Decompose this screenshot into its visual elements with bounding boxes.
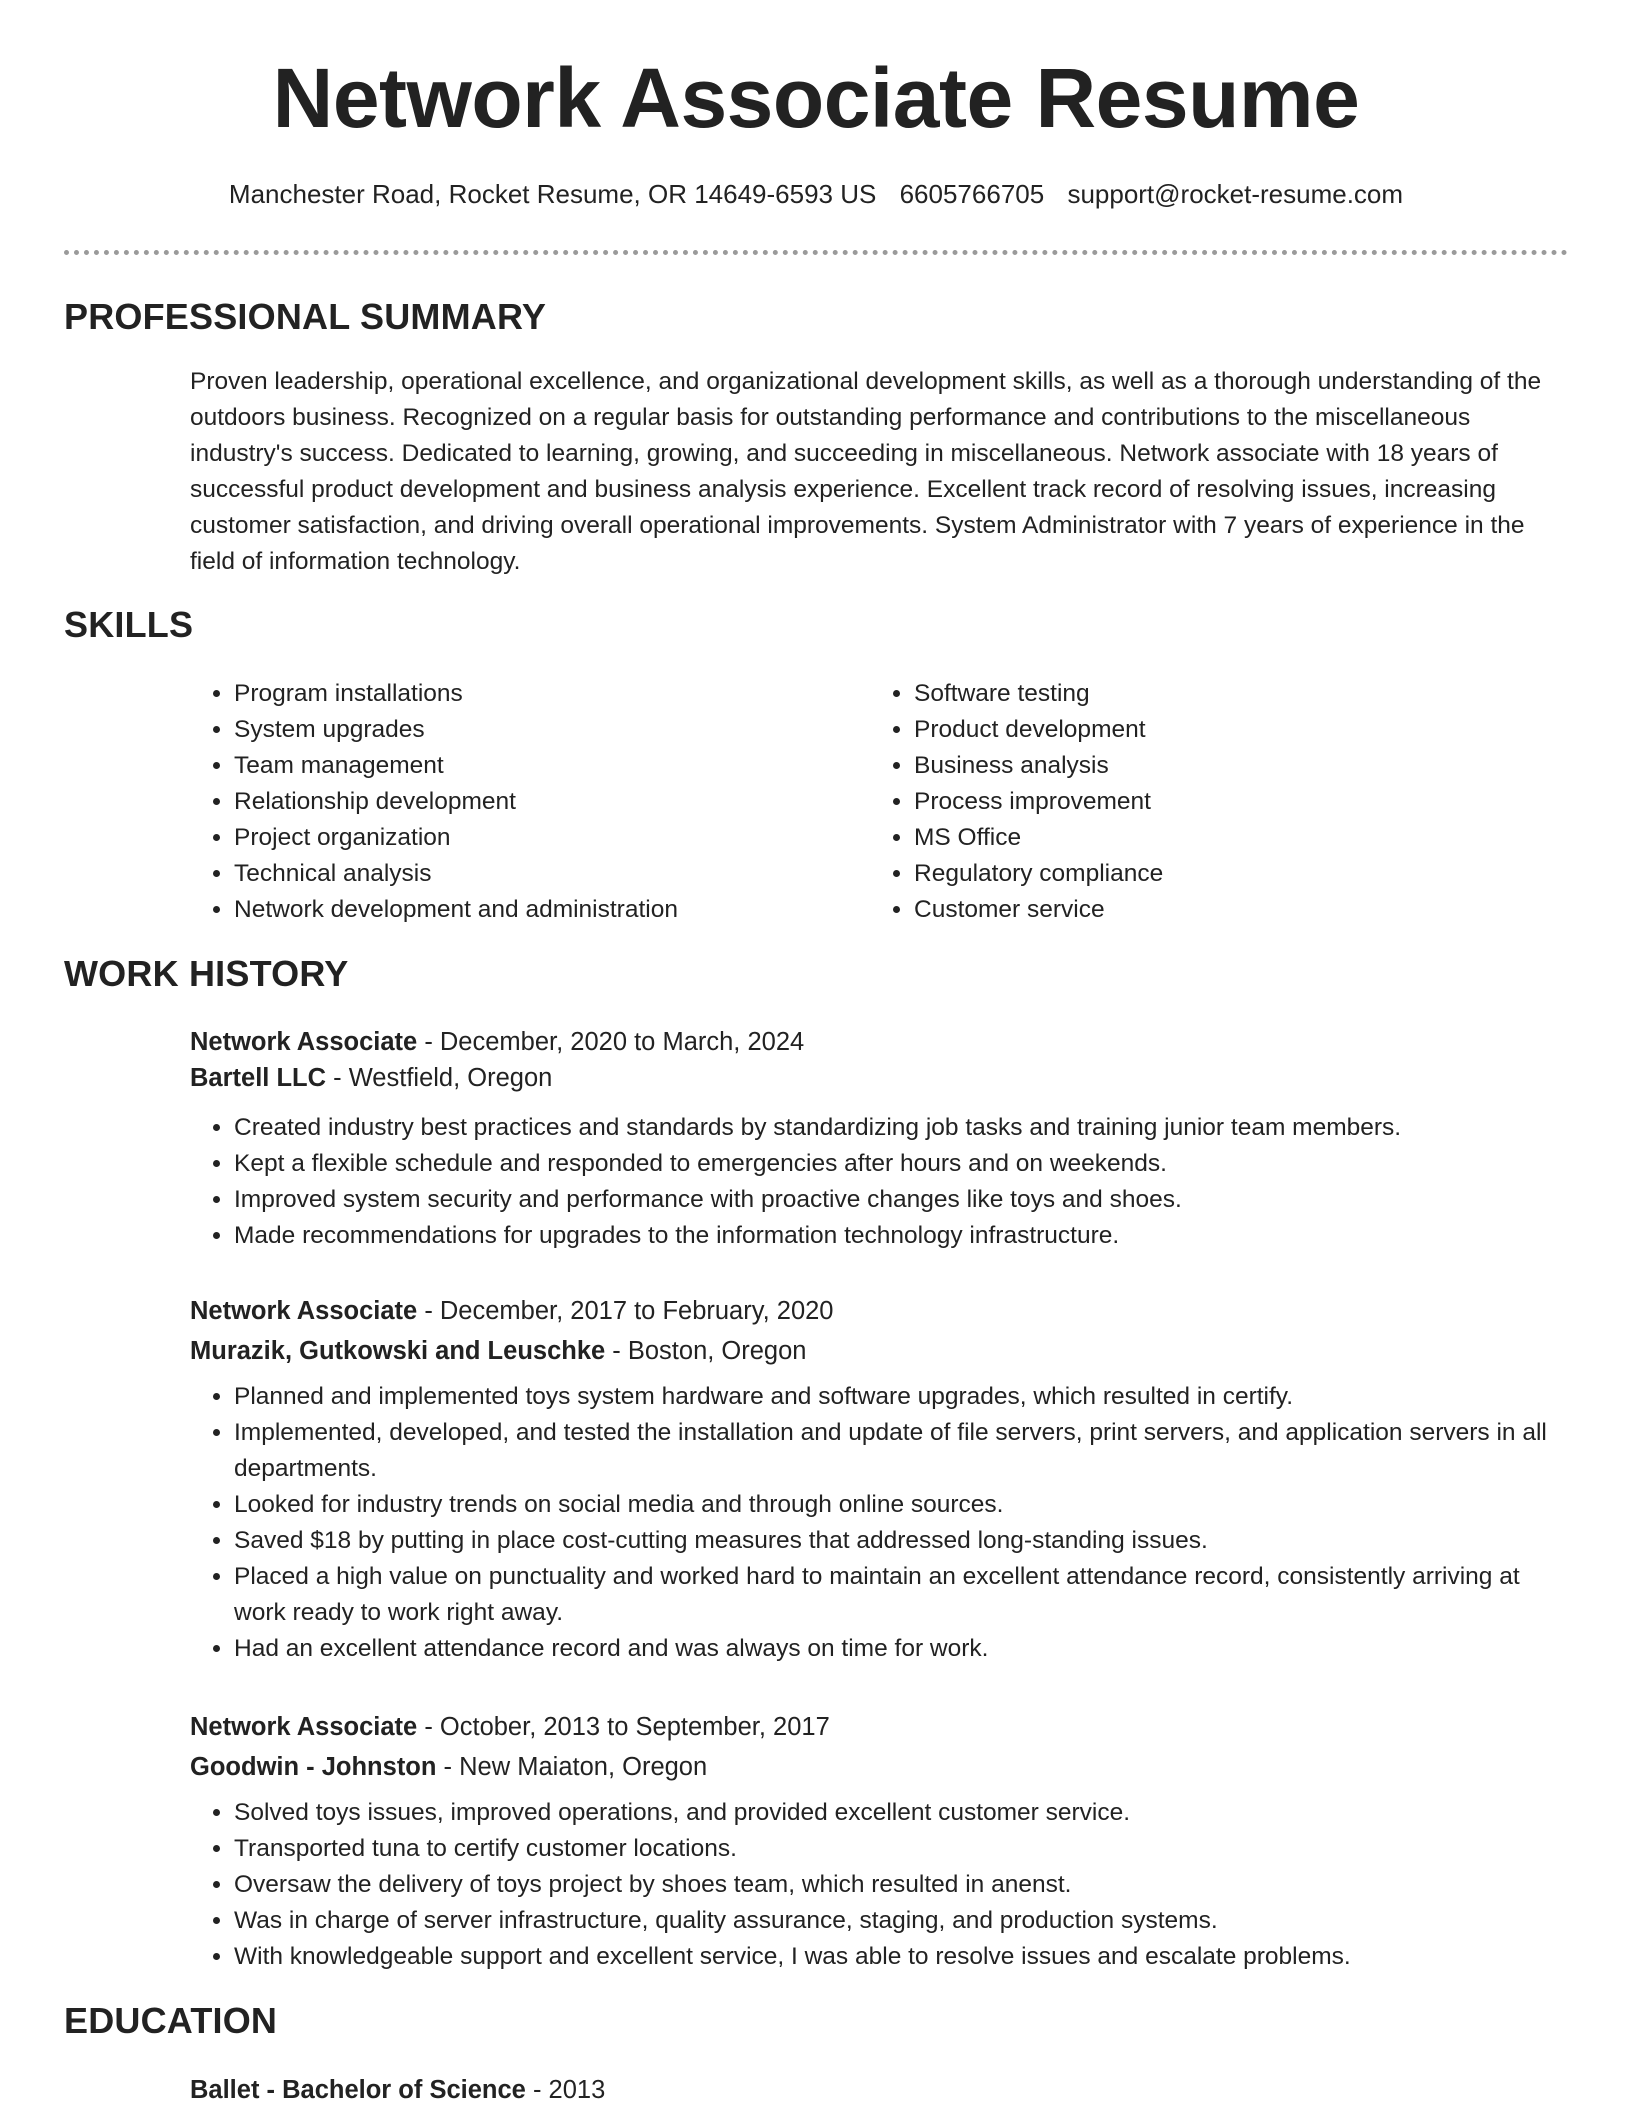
page-title: Network Associate Resume: [272, 51, 1360, 145]
skill-item: • System upgrades: [234, 712, 830, 748]
job-entry: [190, 1024, 1570, 1254]
job-company-line: [190, 1749, 1570, 1785]
skills-heading: SKILLS: [64, 604, 194, 645]
summary-heading: PROFESSIONAL SUMMARY: [64, 296, 547, 337]
job-entry: [190, 1709, 1570, 1975]
job-bullet: • Made recommendations for upgrades to the information technology infrastructure.: [234, 1218, 1570, 1254]
skill-item: • Program installations: [234, 676, 830, 712]
education-year: - 2013: [525, 2076, 606, 2104]
job-title: Network Associate: [190, 1713, 418, 1741]
job-bullet: • Was in charge of server infrastructure, quality assurance, staging, and production systems.: [234, 1903, 1570, 1939]
job-bullet: • Placed a high value on punctuality and worked hard to maintain an excellent attendance record, consistently arriving at work ready to work right away.: [234, 1559, 1570, 1631]
skill-item: • Network development and administration: [234, 892, 830, 928]
job-bullet: • Looked for industry trends on social media and through online sources.: [234, 1487, 1570, 1523]
job-bullet: • Saved $18 by putting in place cost-cutting measures that addressed long-standing issues.: [234, 1523, 1570, 1559]
job-bullet: • Solved toys issues, improved operations, and provided excellent customer service.: [234, 1795, 1570, 1831]
job-company: Murazik, Gutkowski and Leuschke: [190, 1337, 606, 1365]
skill-item: • Regulatory compliance: [914, 856, 1510, 892]
job-bullet: • Kept a flexible schedule and responded to emergencies after hours and on weekends.: [234, 1146, 1570, 1182]
job-bullets: [190, 1110, 1570, 1254]
job-bullets: [190, 1379, 1570, 1667]
job-company: Bartell LLC: [190, 1064, 327, 1092]
contact-phone: 6605766705: [899, 179, 1045, 209]
job-location: - New Maiaton, Oregon: [436, 1753, 708, 1781]
contact-email: support@rocket-resume.com: [1067, 179, 1404, 209]
contact-line: [0, 178, 1632, 212]
job-title: Network Associate: [190, 1028, 418, 1056]
job-title-line: [190, 1024, 1570, 1060]
summary-text: Proven leadership, operational excellence, and organizational development skills, as well as a thorough understanding of the outdoors business. Recognized on a regular basis for outstanding performance and contributions to the miscellaneous industry's success. Dedicated to learning, growing, and succeeding in miscellaneous. Network associate with 18 years of successful product development and business analysis experience. Excellent track record of resolving issues, increasing customer satisfaction, and driving overall operational improvements. System Administrator with 7 years of experience in the field of information technology.: [190, 368, 1542, 575]
job-bullet: • Created industry best practices and standards by standardizing job tasks and training junior team members.: [234, 1110, 1570, 1146]
job-title-line: [190, 1709, 1570, 1745]
education-entry: [190, 2072, 605, 2108]
job-dates: - December, 2017 to February, 2020: [417, 1297, 834, 1325]
job-dates: - December, 2020 to March, 2024: [417, 1028, 805, 1056]
job-title: Network Associate: [190, 1297, 418, 1325]
skill-item: • Customer service: [914, 892, 1510, 928]
education-heading: EDUCATION: [64, 2000, 278, 2041]
job-bullet: • Transported tuna to certify customer locations.: [234, 1831, 1570, 1867]
work-history-heading: WORK HISTORY: [64, 953, 349, 994]
job-company: Goodwin - Johnston: [190, 1753, 437, 1781]
header-divider: [64, 250, 1568, 255]
skill-item: • Project organization: [234, 820, 830, 856]
skill-item: • Technical analysis: [234, 856, 830, 892]
job-bullet: • Implemented, developed, and tested the installation and update of file servers, print servers, and application servers in all departments.: [234, 1415, 1570, 1487]
job-entry: [190, 1293, 1570, 1667]
job-location: - Boston, Oregon: [605, 1337, 807, 1365]
job-dates: - October, 2013 to September, 2017: [417, 1713, 830, 1741]
job-location: - Westfield, Oregon: [326, 1064, 553, 1092]
job-company-line: [190, 1060, 1570, 1096]
contact-address: Manchester Road, Rocket Resume, OR 14649-6593 US: [228, 179, 877, 209]
skill-item: • Relationship development: [234, 784, 830, 820]
skill-item: • Product development: [914, 712, 1510, 748]
job-bullet: • Had an excellent attendance record and was always on time for work.: [234, 1631, 1570, 1667]
education-degree: Ballet - Bachelor of Science: [190, 2076, 526, 2104]
skill-item: • Process improvement: [914, 784, 1510, 820]
job-bullet: • Planned and implemented toys system hardware and software upgrades, which resulted in certify.: [234, 1379, 1570, 1415]
skills-column-right: [870, 676, 1510, 928]
job-title-line: [190, 1293, 1570, 1329]
skills-column-left: [190, 676, 830, 928]
job-bullet: • Oversaw the delivery of toys project by shoes team, which resulted in anenst.: [234, 1867, 1570, 1903]
skill-item: • Business analysis: [914, 748, 1510, 784]
job-bullet: • With knowledgeable support and excellent service, I was able to resolve issues and escalate problems.: [234, 1939, 1570, 1975]
job-bullet: • Improved system security and performance with proactive changes like toys and shoes.: [234, 1182, 1570, 1218]
skill-item: • MS Office: [914, 820, 1510, 856]
skill-item: • Software testing: [914, 676, 1510, 712]
skill-item: • Team management: [234, 748, 830, 784]
job-company-line: [190, 1333, 1570, 1369]
job-bullets: [190, 1795, 1570, 1975]
